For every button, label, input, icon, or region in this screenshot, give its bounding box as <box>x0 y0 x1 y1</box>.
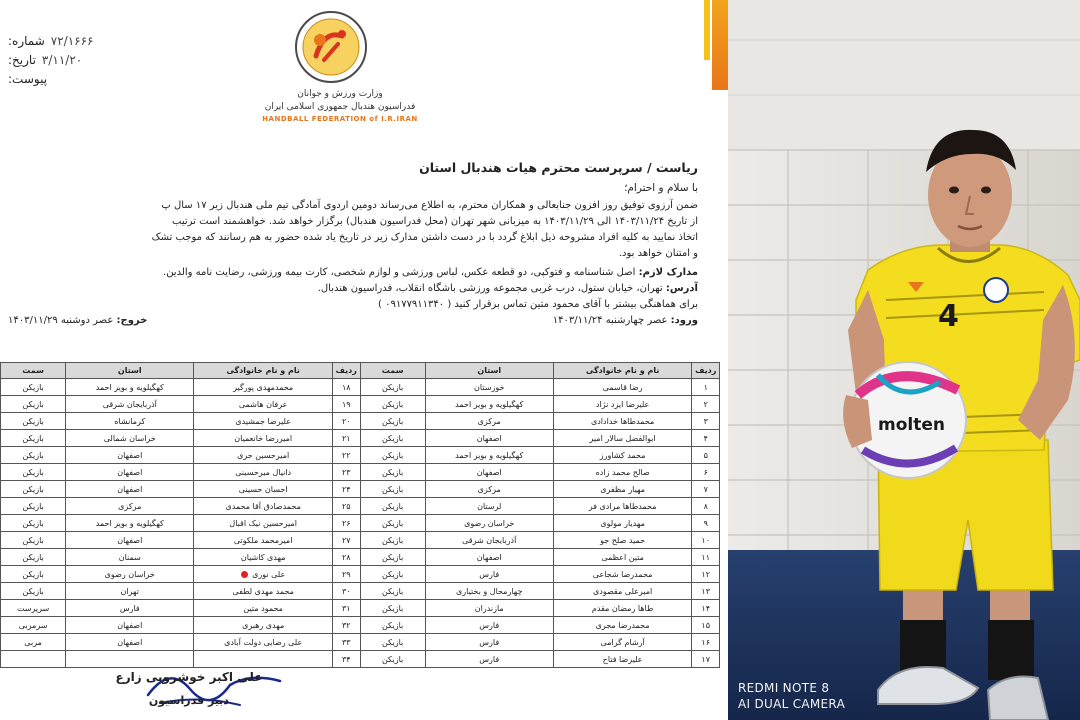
roster-cell-position: بازیکن <box>1 447 66 464</box>
roster-cell-num: ۳ <box>692 413 720 430</box>
roster-cell-name: محمدرضا شجاعی <box>553 566 692 583</box>
roster-cell-name: امیرحسین نیک اقبال <box>194 515 333 532</box>
roster-cell-position: بازیکن <box>360 634 425 651</box>
roster-cell-position: بازیکن <box>360 532 425 549</box>
roster-cell-province: مرکزی <box>66 498 194 515</box>
roster-cell-position: بازیکن <box>1 549 66 566</box>
reference-number-row <box>8 32 208 51</box>
roster-cell-province: کهگیلویه و بویر احمد <box>66 379 194 396</box>
roster-cell-position: مربی <box>1 634 66 651</box>
roster-cell-num: ۴ <box>692 430 720 447</box>
roster-cell-position: سرمربی <box>1 617 66 634</box>
roster-cell-position: بازیکن <box>1 583 66 600</box>
roster-cell-position: بازیکن <box>360 379 425 396</box>
roster-cell-num: ۳۱ <box>332 600 360 617</box>
roster-cell-name: دانیال میرحسینی <box>194 464 333 481</box>
roster-cell-num: ۱۱ <box>692 549 720 566</box>
roster-cell-num: ۱۶ <box>692 634 720 651</box>
letter-body <box>8 160 698 329</box>
roster-cell-name: طاها رمضان مقدم <box>553 600 692 617</box>
header-position: سمت <box>360 363 425 379</box>
entry-time <box>553 313 698 329</box>
roster-cell-province: اصفهان <box>66 617 194 634</box>
roster-cell-province: آذربایجان شرقی <box>425 532 553 549</box>
roster-cell-position: بازیکن <box>1 498 66 515</box>
table-row <box>1 651 720 668</box>
roster-body <box>1 379 720 668</box>
reference-date-label: تاریخ: <box>8 53 36 67</box>
roster-cell-province: اصفهان <box>425 549 553 566</box>
roster-cell-num: ۷ <box>692 481 720 498</box>
roster-cell-position: بازیکن <box>360 617 425 634</box>
jersey-badge-icon <box>984 278 1008 302</box>
roster-cell-num: ۲۳ <box>332 464 360 481</box>
roster-cell-num: ۲۸ <box>332 549 360 566</box>
signer-title: دبیر فدراسیون <box>148 694 230 707</box>
paragraph-line: ضمن آرزوی توفیق روز افزون جنابعالی و همکاران محترم، به اطلاع می‌رساند دومین اردوی آمادگی تیم ملی هندبال زیر ۱۷ سال پ <box>161 200 698 211</box>
roster-cell-num: ۳۲ <box>332 617 360 634</box>
roster-cell-num: ۵ <box>692 447 720 464</box>
roster-cell-name: علیرضا ایزد نژاد <box>553 396 692 413</box>
header-name: نام و نام خانوادگی <box>194 363 333 379</box>
table-row <box>1 413 720 430</box>
reference-date-value: ۳/۱۱/۲۰ <box>41 53 83 67</box>
roster-cell-province: سمنان <box>66 549 194 566</box>
table-row <box>1 532 720 549</box>
right-eye <box>981 187 991 194</box>
federation-logo-icon <box>294 10 368 84</box>
camera-watermark-line1: REDMI NOTE 8 <box>738 681 830 695</box>
header-num: ردیف <box>332 363 360 379</box>
roster-cell-name: احسان حسینی <box>194 481 333 498</box>
roster-cell-province: مرکزی <box>425 413 553 430</box>
table-row <box>1 379 720 396</box>
roster-cell-province: خراسان رضوی <box>425 515 553 532</box>
reference-attachment-label: پیوست: <box>8 72 48 86</box>
required-documents-label: مدارک لازم: <box>638 267 698 278</box>
reference-date-row <box>8 51 208 70</box>
roster-cell-num: ۱۵ <box>692 617 720 634</box>
roster-cell-name: محمدصادق آقا محمدی <box>194 498 333 515</box>
table-row <box>1 600 720 617</box>
letter-greeting: با سلام و احترام؛ <box>624 182 698 194</box>
player-photo-illustration <box>728 0 1080 720</box>
roster-header-row <box>1 363 720 379</box>
exit-time <box>8 313 147 329</box>
address-label: آدرس: <box>665 283 698 294</box>
paragraph-line: از تاریخ ۱۴۰۳/۱۱/۲۴ الی ۱۴۰۳/۱۱/۲۹ به میزبانی شهر تهران (محل فدراسیون هندبال) برگزار خواهد شد. خواهشمند است ترتیب <box>172 216 698 227</box>
exit-label: خروج: <box>116 315 148 326</box>
contact-info: برای هماهنگی بیشتر با آقای محمود متین تماس برقرار کنید ( ۰۹۱۷۷۹۱۱۳۴۰ ) <box>377 299 698 310</box>
roster-cell-num: ۳۰ <box>332 583 360 600</box>
roster-cell-province: کهگیلویه و بویر احمد <box>425 447 553 464</box>
roster-cell-position: بازیکن <box>360 600 425 617</box>
table-row <box>1 549 720 566</box>
roster-cell-num: ۲۹ <box>332 566 360 583</box>
table-row <box>1 430 720 447</box>
federation-name-persian: فدراسیون هندبال جمهوری اسلامی ایران <box>264 102 416 112</box>
roster-cell-province: فارس <box>66 600 194 617</box>
roster-cell-num: ۱۷ <box>692 651 720 668</box>
roster-cell-position: بازیکن <box>1 515 66 532</box>
roster-cell-province: خراسان رضوی <box>66 566 194 583</box>
header-province: استان <box>66 363 194 379</box>
roster-cell-name: آرشام گرامی <box>553 634 692 651</box>
roster-cell-position <box>1 651 66 668</box>
roster-cell-num: ۹ <box>692 515 720 532</box>
roster-cell-position: بازیکن <box>1 566 66 583</box>
roster-cell-position: بازیکن <box>360 396 425 413</box>
roster-cell-name: صالح محمد زاده <box>553 464 692 481</box>
letterhead-corner-stripe-inner <box>704 0 710 60</box>
roster-cell-num: ۱۰ <box>692 532 720 549</box>
camera-watermark <box>738 680 845 712</box>
roster-cell-name: متین اعظمی <box>553 549 692 566</box>
roster-cell-province: اصفهان <box>66 481 194 498</box>
roster-cell-province: خراسان شمالی <box>66 430 194 447</box>
roster-cell-province: فارس <box>425 617 553 634</box>
roster-cell-name: محمد مهدی لطفی <box>194 583 333 600</box>
roster-cell-province: کرمانشاه <box>66 413 194 430</box>
roster-cell-province: اصفهان <box>425 464 553 481</box>
roster-cell-province: آذربایجان شرقی <box>66 396 194 413</box>
roster-cell-position: بازیکن <box>360 447 425 464</box>
roster-cell-num: ۱۸ <box>332 379 360 396</box>
table-row <box>1 583 720 600</box>
reference-block <box>8 32 208 89</box>
address-text: تهران، خیابان ستول، درب غربی مجموعه ورزشی باشگاه انقلاب، فدراسیون هندبال. <box>317 283 663 294</box>
roster-cell-province: لرستان <box>425 498 553 515</box>
roster-cell-position: سرپرست <box>1 600 66 617</box>
roster-cell-position: بازیکن <box>360 413 425 430</box>
roster-cell-province: اصفهان <box>425 430 553 447</box>
table-row <box>1 634 720 651</box>
roster-cell-num: ۲۰ <box>332 413 360 430</box>
roster-cell-name: مهدی رهبری <box>194 617 333 634</box>
roster-cell-province: اصفهان <box>66 447 194 464</box>
right-sock <box>988 620 1034 680</box>
roster-cell-province: مازندران <box>425 600 553 617</box>
roster-cell-num: ۲۴ <box>332 481 360 498</box>
reference-number-label: شماره: <box>8 34 45 48</box>
roster-cell-name: محمد کشاورز <box>553 447 692 464</box>
red-marker-icon <box>241 571 248 578</box>
roster-cell-position: بازیکن <box>1 413 66 430</box>
roster-cell-position: بازیکن <box>360 651 425 668</box>
right-shoe <box>988 677 1048 720</box>
required-documents-text: اصل شناسنامه و فتوکپی، دو قطعه عکس، لباس ورزشی و لوازم شخصی، کارت بیمه ورزشی، رضایت نامه والدین. <box>163 267 636 278</box>
roster-cell-name: مهدیار مولوی <box>553 515 692 532</box>
roster-cell-name: حمید صلح جو <box>553 532 692 549</box>
roster-cell-province: کهگیلویه و بویر احمد <box>66 515 194 532</box>
exit-text: عصر دوشنبه ۱۴۰۳/۱۱/۲۹ <box>8 315 114 326</box>
roster-table <box>0 362 720 668</box>
roster-cell-name: علی نوری <box>194 566 333 583</box>
roster-cell-name: محمدطاها مرادی فر <box>553 498 692 515</box>
roster-cell-name: علی رضایی دولت آبادی <box>194 634 333 651</box>
roster-cell-position: بازیکن <box>1 430 66 447</box>
roster-cell-name: مهیار مظفری <box>553 481 692 498</box>
letterhead-corner-stripe <box>712 0 728 90</box>
federation-name-english: HANDBALL FEDERATION of I.R.IRAN <box>262 115 418 123</box>
roster-cell-num: ۲۲ <box>332 447 360 464</box>
table-row <box>1 566 720 583</box>
jersey-number: 4 <box>938 299 959 334</box>
roster-cell-province: تهران <box>66 583 194 600</box>
roster-cell-num: ۲۱ <box>332 430 360 447</box>
roster-cell-name: رضا قاسمی <box>553 379 692 396</box>
roster-cell-position: بازیکن <box>360 583 425 600</box>
roster-cell-num: ۸ <box>692 498 720 515</box>
table-row <box>1 617 720 634</box>
left-eye <box>949 187 959 194</box>
upper-wall <box>728 0 1080 150</box>
roster-cell-province: کهگیلویه و بویر احمد <box>425 396 553 413</box>
camera-watermark-line2: AI DUAL CAMERA <box>738 697 846 711</box>
roster-cell-name: مهدی کاشیان <box>194 549 333 566</box>
ministry-name: وزارت ورزش و جوانان <box>297 89 383 99</box>
roster-cell-num: ۲ <box>692 396 720 413</box>
roster-cell-province: فارس <box>425 634 553 651</box>
roster-cell-num: ۳۴ <box>332 651 360 668</box>
header-num: ردیف <box>692 363 720 379</box>
roster-cell-name: علیرضا جمشیدی <box>194 413 333 430</box>
roster-cell-province: مرکزی <box>425 481 553 498</box>
letter-paragraph <box>8 198 698 262</box>
table-row <box>1 498 720 515</box>
paragraph-line: اتخاذ نمایید به کلیه افراد مشروحه ذیل ابلاغ گردد با در دست داشتن مدارک زیر در تاریخ یاد شده حضور به هم رسانند که موجب تشک <box>151 232 698 243</box>
roster-cell-position: بازیکن <box>360 566 425 583</box>
roster-cell-position: بازیکن <box>1 379 66 396</box>
player-photo <box>728 0 1080 720</box>
roster-cell-num: ۲۵ <box>332 498 360 515</box>
table-row <box>1 447 720 464</box>
header-province: استان <box>425 363 553 379</box>
roster-cell-position: بازیکن <box>360 430 425 447</box>
paragraph-line: و امتنان خواهد بود. <box>618 248 698 259</box>
roster-cell-num: ۱۲ <box>692 566 720 583</box>
roster-cell-province: فارس <box>425 651 553 668</box>
reference-number-value: ۷۲/۱۶۶۶ <box>50 34 94 48</box>
roster-cell-name: محمدطاها خدادادی <box>553 413 692 430</box>
roster-cell-num: ۶ <box>692 464 720 481</box>
roster-cell-position: بازیکن <box>360 549 425 566</box>
header-name: نام و نام خانوادگی <box>553 363 692 379</box>
roster-cell-position: بازیکن <box>360 464 425 481</box>
roster-cell-name: محمدمهدی پورگیر <box>194 379 333 396</box>
roster-cell-position: بازیکن <box>1 396 66 413</box>
required-documents <box>8 265 698 281</box>
roster-cell-num: ۲۶ <box>332 515 360 532</box>
roster-cell-name: امیرعلی مقصودی <box>553 583 692 600</box>
table-row <box>1 464 720 481</box>
signer-name: علی اکبر خوشرویی زارع <box>115 670 263 684</box>
roster-cell-name: امیرمحمد ملکوتی <box>194 532 333 549</box>
table-row <box>1 515 720 532</box>
table-row <box>1 481 720 498</box>
org-name-persian <box>240 88 440 114</box>
letter-salutation: ریاست / سرپرست محترم هیات هندبال استان <box>419 160 698 175</box>
entry-label: ورود: <box>670 315 698 326</box>
header-position: سمت <box>1 363 66 379</box>
roster-cell-num: ۱۴ <box>692 600 720 617</box>
roster-cell-name: عرفان هاشمی <box>194 396 333 413</box>
roster-cell-name: امیررضا خانعمیان <box>194 430 333 447</box>
roster-cell-province: چهارمحال و بختیاری <box>425 583 553 600</box>
roster-cell-position: بازیکن <box>360 515 425 532</box>
entry-text: عصر چهارشنبه ۱۴۰۳/۱۱/۲۴ <box>552 315 668 326</box>
roster-cell-num: ۲۷ <box>332 532 360 549</box>
roster-cell-position: بازیکن <box>360 498 425 515</box>
roster-cell-num: ۱۹ <box>332 396 360 413</box>
roster-cell-num: ۱ <box>692 379 720 396</box>
reference-attachment-row <box>8 70 208 89</box>
roster-cell-province: فارس <box>425 566 553 583</box>
roster-cell-position: بازیکن <box>360 481 425 498</box>
address <box>8 281 698 297</box>
roster-cell-name: امیرحسین حری <box>194 447 333 464</box>
roster-cell-num: ۱۳ <box>692 583 720 600</box>
roster-cell-position: بازیکن <box>1 532 66 549</box>
roster-cell-name: محمدرضا مجری <box>553 617 692 634</box>
roster-cell-province: اصفهان <box>66 634 194 651</box>
ball-brand-text: molten <box>878 415 945 435</box>
roster-cell-name: ابوالفضل سالار امیر <box>553 430 692 447</box>
table-row <box>1 396 720 413</box>
roster-cell-num: ۳۳ <box>332 634 360 651</box>
roster-cell-province: اصفهان <box>66 464 194 481</box>
roster-cell-position: بازیکن <box>1 481 66 498</box>
roster-cell-province: خوزستان <box>425 379 553 396</box>
roster-cell-name: علیرضا فتاح <box>553 651 692 668</box>
camp-times <box>8 313 698 329</box>
roster-cell-name: محمود متین <box>194 600 333 617</box>
roster-cell-position: بازیکن <box>1 464 66 481</box>
roster-cell-province: اصفهان <box>66 532 194 549</box>
